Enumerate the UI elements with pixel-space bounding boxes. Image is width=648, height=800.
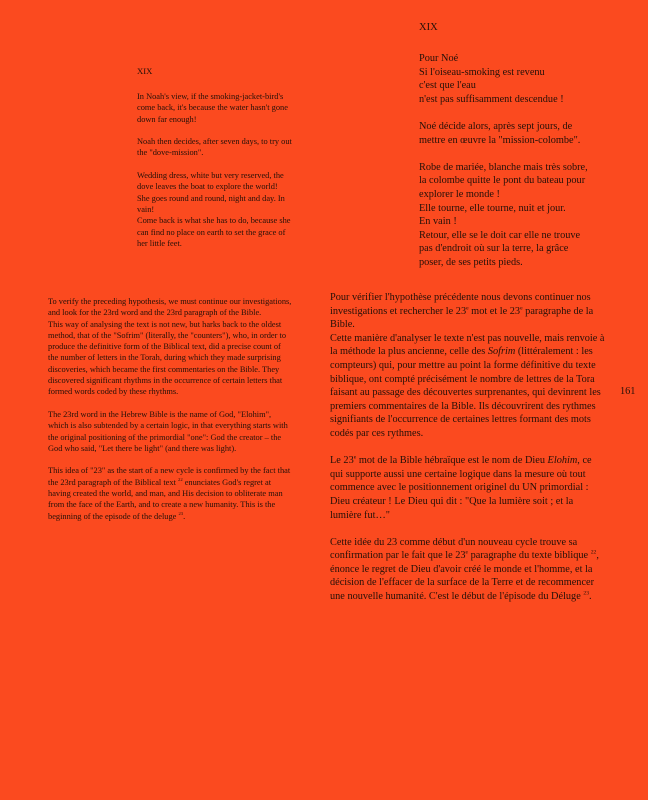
french-paragraph-1 <box>330 291 605 441</box>
english-paragraph-3 <box>48 465 292 521</box>
french-poem-stanza-2: Noé décide alors, après sept jours, de mettre en œuvre la "mission-colombe". <box>419 120 581 146</box>
french-paragraph-3 <box>330 536 605 604</box>
french-paragraph-1-part-c: paragraphe de la Bible. Cette manière d'analyser le texte n'est pas nouvelle, mais renvoie à la méthode la plus ancienne, celle des <box>330 305 605 358</box>
french-paragraph-3-part-a: Cette idée du 23 comme début d'un nouveau cycle trouve sa confirmation par le fait que le 23 <box>330 536 578 562</box>
superscript-e: e <box>353 454 357 461</box>
page-number: 161 <box>620 386 636 397</box>
french-paragraph-2 <box>330 454 605 522</box>
footnote-ref-23: 23 <box>583 590 590 597</box>
superscript-e: e <box>520 305 523 312</box>
english-prose <box>48 296 292 522</box>
english-paragraph-3-part-b: enunciates God's regret at having created the world, and man, and His decision to obliterate man from the face of the Earth, and to create a new humanity. This is the beginning of the episode of the deluge <box>48 477 283 521</box>
french-paragraph-3-part-c: , énonce le regret de Dieu d'avoir créé le monde et l'homme, et la décision de l'effacer de la surface de la Terre et de recommencer une nouvelle humanité. C'est le début de l'épisode du Déluge <box>330 550 599 603</box>
english-poem-stanza-1: In Noah's view, if the smoking-jacket-bird's come back, it's because the water hasn't gone down far enough! <box>137 92 288 124</box>
french-paragraph-3-part-b: paragraphe du texte biblique <box>468 550 591 562</box>
sofrim-term: Sofrim <box>487 346 516 358</box>
french-prose <box>330 291 605 604</box>
elohim-term: Elohim <box>547 455 578 467</box>
english-paragraph-3-part-c: . <box>183 511 186 521</box>
superscript-e: e <box>465 549 469 556</box>
french-paragraph-1-part-b: mot et le 23 <box>468 305 521 317</box>
english-title: XIX <box>137 66 153 76</box>
french-paragraph-1-part-a: Pour vérifier l'hypothèse précédente nous devons continuer nos investigations et rechercher le 23 <box>330 292 591 317</box>
french-poem <box>419 52 589 270</box>
english-paragraph-2: The 23rd word in the Hebrew Bible is the name of God, "Elohim", which is also subtended by a certain logic, in that everything starts with the original positioning of the primordial "one": God the creator – the God who said, "Let there be light" (and there was light). <box>48 409 288 453</box>
footnote-ref-22: 22 <box>178 476 183 482</box>
superscript-e: e <box>466 305 469 312</box>
footnote-ref-23: 23 <box>178 510 184 516</box>
french-paragraph-2-part-a: Le 23 <box>330 455 354 467</box>
footnote-ref-22: 22 <box>590 549 597 556</box>
french-title: XIX <box>419 22 438 33</box>
english-poem <box>137 91 297 249</box>
french-paragraph-2-part-c: , ce qui supporte aussi une certaine logique dans la mesure où tout commence avec le positionnement originel du UN primordial : Dieu créateur ! Le Dieu qui dit : "Que la lumière soit ; et la lumière fut…" <box>330 455 592 521</box>
english-paragraph-3-part-a: This idea of "23" as the start of a new cycle is confirmed by the fact that the 23rd paragraph of the Biblical text <box>48 466 291 487</box>
french-paragraph-3-part-d: . <box>589 591 592 603</box>
french-paragraph-1-part-d: (littéralement : les compteurs) qui, pour mettre au point la forme définitive du texte biblique, ont compté précisément le nombre de lettres de la Tora faisant au passage des découvertes surprenantes, qui devinrent les premiers commentaires de la Bible. Ils découvrirent des rythmes signifiants de l'occurrence de certaines lettres formant des mots codés par ces rythmes. <box>330 346 601 439</box>
french-paragraph-2-part-b: mot de la Bible hébraïque est le nom de Dieu <box>356 455 548 467</box>
english-poem-stanza-2: Noah then decides, after seven days, to try out the "dove-mission". <box>137 137 292 158</box>
english-poem-stanza-3: Wedding dress, white but very reserved, the dove leaves the boat to explore the world! She goes round and round, night and day. In vain! Come back is what she has to do, because she can find no place on earth to set the grace of her little feet. <box>137 171 291 248</box>
english-paragraph-1: To verify the preceding hypothesis, we must continue our investigations, and look for the 23rd word and the 23rd paragraph of the Bible. This way of analysing the text is not new, but harks back to the oldest method, that of the "Sofrim" (literally, the "counters"), who, in order to produce the definitive form of the Biblical text, did a precise count of the number of letters in the Torah, during which they made surprising discoveries, which became the first commentaries on the Bible. They discovered significant rhythms in the occurrence of certain letters that formed words coded by these rhythms. <box>48 297 292 397</box>
french-poem-stanza-1: Pour Noé Si l'oiseau-smoking est revenu c'est que l'eau n'est pas suffisamment descendue ! <box>419 53 564 105</box>
french-poem-stanza-3: Robe de mariée, blanche mais très sobre, la colombe quitte le pont du bateau pour explorer le monde ! Elle tourne, elle tourne, nuit et jour. En vain ! Retour, elle se le doit car elle ne trouve pas d'endroit où sur la terre, la grâce poser, de ses petits pieds. <box>419 161 588 268</box>
